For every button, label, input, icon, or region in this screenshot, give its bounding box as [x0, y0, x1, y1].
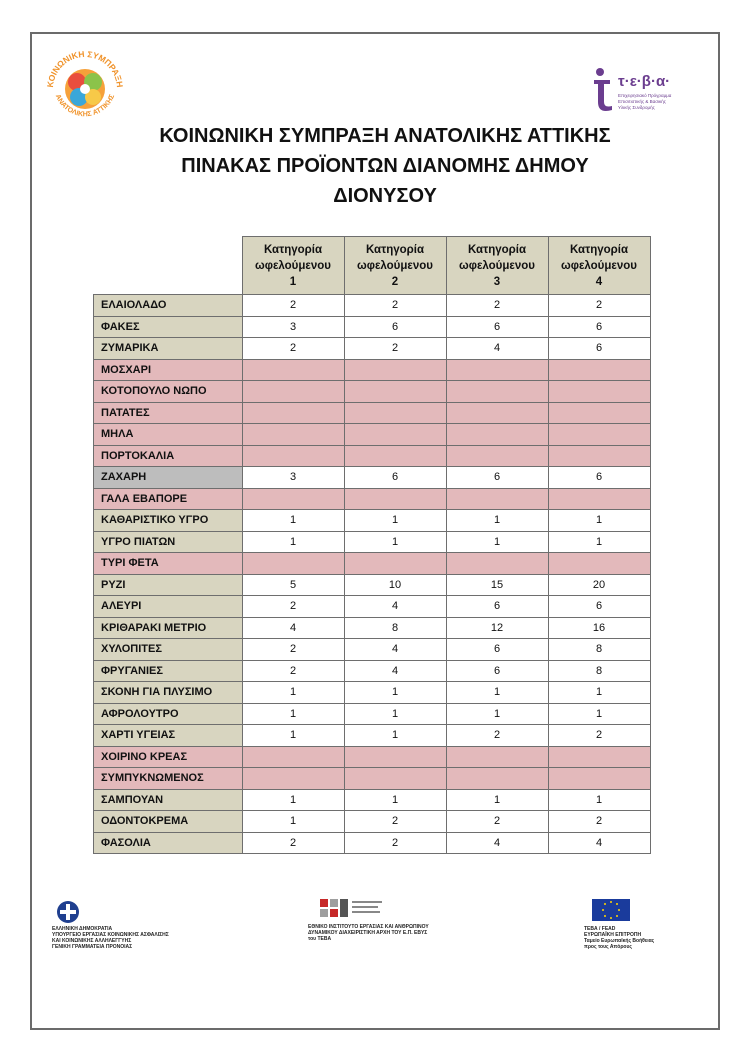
- table-cell: 1: [548, 703, 650, 725]
- table-cell: [344, 553, 446, 575]
- table-cell: [344, 488, 446, 510]
- table-cell: [446, 553, 548, 575]
- table-cell: 20: [548, 574, 650, 596]
- table-cell: 3: [242, 316, 344, 338]
- table-cell: [446, 424, 548, 446]
- table-row: [94, 596, 651, 618]
- table-header-row: [94, 237, 651, 295]
- row-label: ΖΥΜΑΡΙΚΑ: [94, 338, 243, 360]
- table-cell: 2: [242, 338, 344, 360]
- table-row: [94, 725, 651, 747]
- logo-left-bottom-text: ΑΝΑΤΟΛΙΚΗΣ ΑΤΤΙΚΗΣ: [53, 93, 117, 119]
- table-cell: [242, 359, 344, 381]
- table-row: [94, 746, 651, 768]
- row-label: ΖΑΧΑΡΗ: [94, 467, 243, 489]
- table-row: [94, 381, 651, 403]
- row-label: ΦΑΚΕΣ: [94, 316, 243, 338]
- row-label: ΥΓΡΟ ΠΙΑΤΩΝ: [94, 531, 243, 553]
- table-cell: 1: [548, 789, 650, 811]
- table-cell: [548, 359, 650, 381]
- row-label: ΣΚΟΝΗ ΓΙΑ ΠΛΥΣΙΜΟ: [94, 682, 243, 704]
- table-row: [94, 660, 651, 682]
- teba-logo-name: τ·ε·β·α·: [618, 73, 671, 90]
- table-cell: 1: [548, 682, 650, 704]
- table-cell: 2: [242, 596, 344, 618]
- table-cell: [446, 746, 548, 768]
- table-cell: 4: [548, 832, 650, 854]
- table-cell: 5: [242, 574, 344, 596]
- table-cell: 2: [446, 295, 548, 317]
- table-cell: 6: [548, 338, 650, 360]
- table-cell: 4: [446, 338, 548, 360]
- table-row: [94, 295, 651, 317]
- table-cell: 6: [548, 316, 650, 338]
- table-cell: [344, 445, 446, 467]
- table-row: [94, 682, 651, 704]
- table-cell: 4: [446, 832, 548, 854]
- table-cell: 6: [446, 316, 548, 338]
- row-label: ΣΥΜΠΥΚΝΩΜΕΝΟΣ: [94, 768, 243, 790]
- footer-ministry-text: ΕΛΛΗΝΙΚΗ ΔΗΜΟΚΡΑΤΙΑ ΥΠΟΥΡΓΕΙΟ ΕΡΓΑΣΙΑΣ ΚΟΙΝΩΝΙΚΗΣ ΑΣΦΑΛΙΣΗΣ ΚΑΙ ΚΟΙΝΩΝΙΚΗΣ ΑΛΛΗΛΕΓΓΥΗΣ ΓΕΝΙΚΗ ΓΡΑΜΜΑΤΕΙΑ ΠΡΟΝΟΙΑΣ: [52, 926, 169, 950]
- table-cell: 1: [548, 510, 650, 532]
- row-label: ΜΟΣΧΑΡΙ: [94, 359, 243, 381]
- row-label: ΠΑΤΑΤΕΣ: [94, 402, 243, 424]
- table-cell: 6: [446, 596, 548, 618]
- table-cell: [548, 746, 650, 768]
- table-cell: [446, 768, 548, 790]
- table-cell: 1: [242, 703, 344, 725]
- table-cell: 6: [446, 639, 548, 661]
- table-cell: 1: [242, 682, 344, 704]
- table-corner-cell: [94, 237, 243, 295]
- table-cell: 2: [344, 338, 446, 360]
- table-cell: 1: [344, 510, 446, 532]
- table-row: [94, 445, 651, 467]
- table-cell: 4: [344, 660, 446, 682]
- table-cell: [242, 768, 344, 790]
- table-row: [94, 510, 651, 532]
- table-cell: 4: [242, 617, 344, 639]
- table-cell: 2: [446, 725, 548, 747]
- table-cell: 2: [548, 295, 650, 317]
- table-cell: [548, 402, 650, 424]
- table-cell: [548, 488, 650, 510]
- table-cell: 6: [344, 467, 446, 489]
- eiead-logo: [318, 897, 388, 923]
- table-cell: 3: [242, 467, 344, 489]
- table-cell: 16: [548, 617, 650, 639]
- table-cell: 1: [344, 531, 446, 553]
- teba-logo-sub-3: Υλικής Συνδρομής: [618, 105, 655, 110]
- teba-logo-sub-2: Επισιτιστικής & Βασικής: [618, 99, 666, 104]
- row-label: ΚΟΤΟΠΟΥΛΟ ΝΩΠΟ: [94, 381, 243, 403]
- table-cell: 2: [548, 725, 650, 747]
- table-body: [94, 295, 651, 854]
- column-header-1: Κατηγορία ωφελούμενου 1: [242, 237, 344, 295]
- table-cell: [344, 359, 446, 381]
- eu-flag-icon: [584, 897, 644, 923]
- products-table: [93, 236, 651, 854]
- table-row: [94, 531, 651, 553]
- teba-logo: [590, 66, 702, 116]
- table-row: [94, 768, 651, 790]
- table-cell: 1: [344, 703, 446, 725]
- table-cell: [548, 553, 650, 575]
- row-label: ΑΛΕΥΡΙ: [94, 596, 243, 618]
- table-cell: 10: [344, 574, 446, 596]
- table-cell: [344, 402, 446, 424]
- row-label: ΠΟΡΤΟΚΑΛΙΑ: [94, 445, 243, 467]
- table-cell: 1: [446, 789, 548, 811]
- row-label: ΕΛΑΙΟΛΑΔΟ: [94, 295, 243, 317]
- table-cell: [242, 746, 344, 768]
- footer-fead-text: ΤΕΒΑ / FEAD ΕΥΡΩΠΑΪΚΗ ΕΠΙΤΡΟΠΗ Ταμείο Ευρωπαϊκής Βοήθειας προς τους Απόρους: [584, 926, 655, 950]
- table-cell: 1: [242, 725, 344, 747]
- table-cell: 2: [242, 639, 344, 661]
- table-cell: 4: [344, 639, 446, 661]
- table-cell: [548, 445, 650, 467]
- table-cell: [446, 402, 548, 424]
- table-cell: 1: [344, 682, 446, 704]
- table-row: [94, 467, 651, 489]
- table-cell: [242, 424, 344, 446]
- table-row: [94, 617, 651, 639]
- greek-emblem-icon: [52, 900, 84, 926]
- table-cell: [242, 553, 344, 575]
- table-cell: [548, 424, 650, 446]
- table-cell: [344, 746, 446, 768]
- footer-institute-text: ΕΘΝΙΚΟ ΙΝΣΤΙΤΟΥΤΟ ΕΡΓΑΣΙΑΣ ΚΑΙ ΑΝΘΡΩΠΙΝΟΥ ΔΥΝΑΜΙΚΟΥ ΔΙΑΧΕΙΡΙΣΤΙΚΗ ΑΡΧΗ ΤΟΥ Ε.Π. ΕΒΥΣ του ΤΕΒΑ: [308, 924, 429, 942]
- social-partnership-logo: [43, 45, 127, 129]
- table-cell: 8: [548, 639, 650, 661]
- row-label: ΚΡΙΘΑΡΑΚΙ ΜΕΤΡΙΟ: [94, 617, 243, 639]
- table-cell: 1: [242, 811, 344, 833]
- row-label: ΚΑΘΑΡΙΣΤΙΚΟ ΥΓΡΟ: [94, 510, 243, 532]
- table-cell: 1: [446, 510, 548, 532]
- table-cell: 12: [446, 617, 548, 639]
- teba-logo-sub-1: Επιχειρησιακό Πρόγραμμα: [618, 93, 672, 98]
- table-cell: 8: [548, 660, 650, 682]
- table-cell: [242, 402, 344, 424]
- table-cell: 2: [344, 811, 446, 833]
- table-cell: 6: [446, 467, 548, 489]
- table-cell: 6: [548, 596, 650, 618]
- table-cell: 2: [242, 295, 344, 317]
- table-row: [94, 488, 651, 510]
- table-cell: [548, 768, 650, 790]
- table-cell: 6: [548, 467, 650, 489]
- table-row: [94, 553, 651, 575]
- table-cell: [344, 768, 446, 790]
- table-row: [94, 789, 651, 811]
- table-cell: 1: [242, 789, 344, 811]
- table-row: [94, 359, 651, 381]
- table-row: [94, 574, 651, 596]
- table-cell: 2: [242, 832, 344, 854]
- table-cell: 1: [344, 789, 446, 811]
- row-label: ΧΥΛΟΠΙΤΕΣ: [94, 639, 243, 661]
- title-line-2: ΠΙΝΑΚΑΣ ΠΡΟΪΟΝΤΩΝ ΔΙΑΝΟΜΗΣ ΔΗΜΟΥ: [181, 155, 589, 177]
- title-line-1: ΚΟΙΝΩΝΙΚΗ ΣΥΜΠΡΑΞΗ ΑΝΑΤΟΛΙΚΗΣ ΑΤΤΙΚΗΣ: [159, 125, 611, 147]
- table-cell: 6: [446, 660, 548, 682]
- table-cell: 15: [446, 574, 548, 596]
- table-row: [94, 811, 651, 833]
- row-label: ΓΑΛΑ ΕΒΑΠΟΡΕ: [94, 488, 243, 510]
- table-row: [94, 639, 651, 661]
- table-cell: 2: [242, 660, 344, 682]
- row-label: ΦΡΥΓΑΝΙΕΣ: [94, 660, 243, 682]
- row-label: ΟΔΟΝΤΟΚΡΕΜΑ: [94, 811, 243, 833]
- table-cell: 6: [344, 316, 446, 338]
- row-label: ΧΑΡΤΙ ΥΓΕΙΑΣ: [94, 725, 243, 747]
- table-cell: [242, 488, 344, 510]
- table-cell: 2: [344, 832, 446, 854]
- table-cell: 1: [446, 703, 548, 725]
- table-row: [94, 424, 651, 446]
- table-cell: 1: [548, 531, 650, 553]
- table-row: [94, 832, 651, 854]
- table-cell: [446, 488, 548, 510]
- table-cell: [548, 381, 650, 403]
- table-cell: 1: [242, 531, 344, 553]
- table-row: [94, 338, 651, 360]
- row-label: ΧΟΙΡΙΝΟ ΚΡΕΑΣ: [94, 746, 243, 768]
- logo-left-top-text: ΚΟΙΝΩΝΙΚΗ ΣΥΜΠΡΑΞΗ: [44, 48, 126, 88]
- row-label: ΣΑΜΠΟΥΑΝ: [94, 789, 243, 811]
- column-header-4: Κατηγορία ωφελούμενου 4: [548, 237, 650, 295]
- table-cell: 2: [548, 811, 650, 833]
- table-row: [94, 316, 651, 338]
- table-cell: [446, 445, 548, 467]
- row-label: ΤΥΡΙ ΦΕΤΑ: [94, 553, 243, 575]
- table-cell: [242, 445, 344, 467]
- table-cell: 1: [344, 725, 446, 747]
- table-cell: [242, 381, 344, 403]
- table-cell: [344, 424, 446, 446]
- column-header-2: Κατηγορία ωφελούμενου 2: [344, 237, 446, 295]
- row-label: ΜΗΛΑ: [94, 424, 243, 446]
- table-cell: 1: [446, 682, 548, 704]
- title-line-3: ΔΙΟΝΥΣΟΥ: [333, 185, 437, 207]
- table-cell: 2: [344, 295, 446, 317]
- table-cell: 4: [344, 596, 446, 618]
- column-header-3: Κατηγορία ωφελούμενου 3: [446, 237, 548, 295]
- table-cell: 8: [344, 617, 446, 639]
- table-cell: 1: [242, 510, 344, 532]
- table-cell: [446, 359, 548, 381]
- row-label: ΑΦΡΟΛΟΥΤΡΟ: [94, 703, 243, 725]
- document-title: [120, 121, 650, 211]
- table-cell: [446, 381, 548, 403]
- row-label: ΦΑΣΟΛΙΑ: [94, 832, 243, 854]
- table-cell: 1: [446, 531, 548, 553]
- table-cell: [344, 381, 446, 403]
- table-cell: 2: [446, 811, 548, 833]
- table-row: [94, 703, 651, 725]
- row-label: ΡΥΖΙ: [94, 574, 243, 596]
- table-row: [94, 402, 651, 424]
